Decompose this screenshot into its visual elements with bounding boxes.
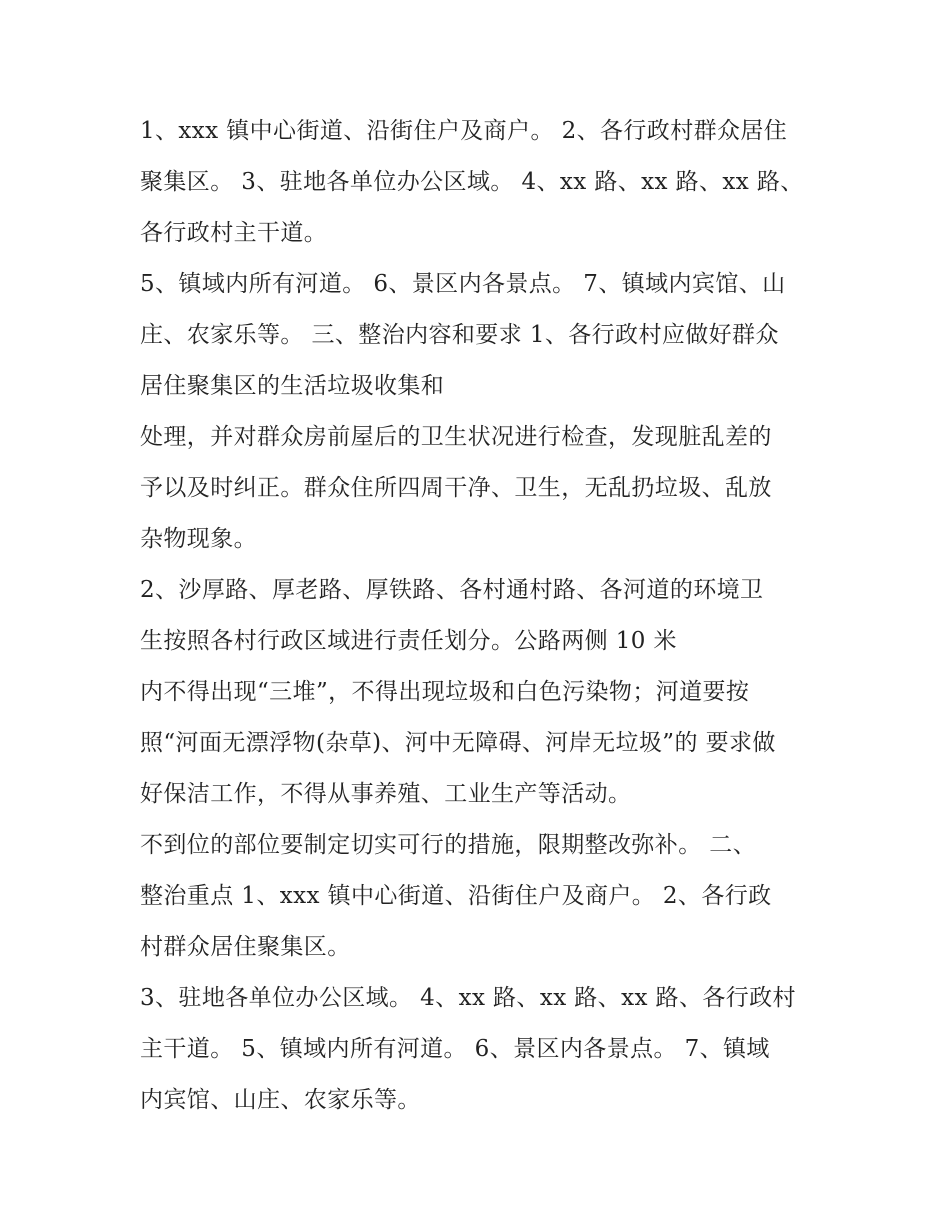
text-line: 聚集区。 3、驻地各单位办公区域。 4、xx 路、xx 路、xx 路、 — [140, 169, 804, 195]
text-line: 5、镇域内所有河道。 6、景区内各景点。 7、镇域内宾馆、山 — [140, 271, 786, 297]
text-line: 庄、农家乐等。 三、整治内容和要求 1、各行政村应做好群众 — [140, 322, 779, 348]
text-line: 照“河面无漂浮物(杂草)、河中无障碍、河岸无垃圾”的 要求做 — [140, 730, 776, 756]
text-line: 3、驻地各单位办公区域。 4、xx 路、xx 路、xx 路、各行政村 — [140, 985, 796, 1011]
text-line: 2、沙厚路、厚老路、厚铁路、各村通村路、各河道的环境卫 — [140, 577, 764, 603]
text-line: 居住聚集区的生活垃圾收集和 — [140, 373, 445, 399]
text-line: 主干道。 5、镇域内所有河道。 6、景区内各景点。 7、镇域 — [140, 1036, 770, 1062]
text-line: 不到位的部位要制定切实可行的措施，限期整改弥补。 二、 — [140, 832, 757, 858]
text-line: 好保洁工作，不得从事养殖、工业生产等活动。 — [140, 781, 632, 807]
text-line: 1、xxx 镇中心街道、沿街住户及商户。 2、各行政村群众居住 — [140, 118, 788, 144]
text-line: 杂物现象。 — [140, 526, 257, 552]
text-line: 予以及时纠正。群众住所四周干净、卫生，无乱扔垃圾、乱放 — [140, 475, 772, 501]
text-line: 内不得出现“三堆”，不得出现垃圾和白色污染物；河道要按 — [140, 679, 750, 705]
text-line: 村群众居住聚集区。 — [140, 934, 351, 960]
text-line: 整治重点 1、xxx 镇中心街道、沿街住户及商户。 2、各行政 — [140, 883, 772, 909]
document-body — [140, 113, 820, 1133]
text-line: 处理，并对群众房前屋后的卫生状况进行检查，发现脏乱差的 — [140, 424, 772, 450]
text-line: 各行政村主干道。 — [140, 220, 328, 246]
text-line: 生按照各村行政区域进行责任划分。公路两侧 10 米 — [140, 628, 677, 654]
text-line: 内宾馆、山庄、农家乐等。 — [140, 1087, 421, 1113]
